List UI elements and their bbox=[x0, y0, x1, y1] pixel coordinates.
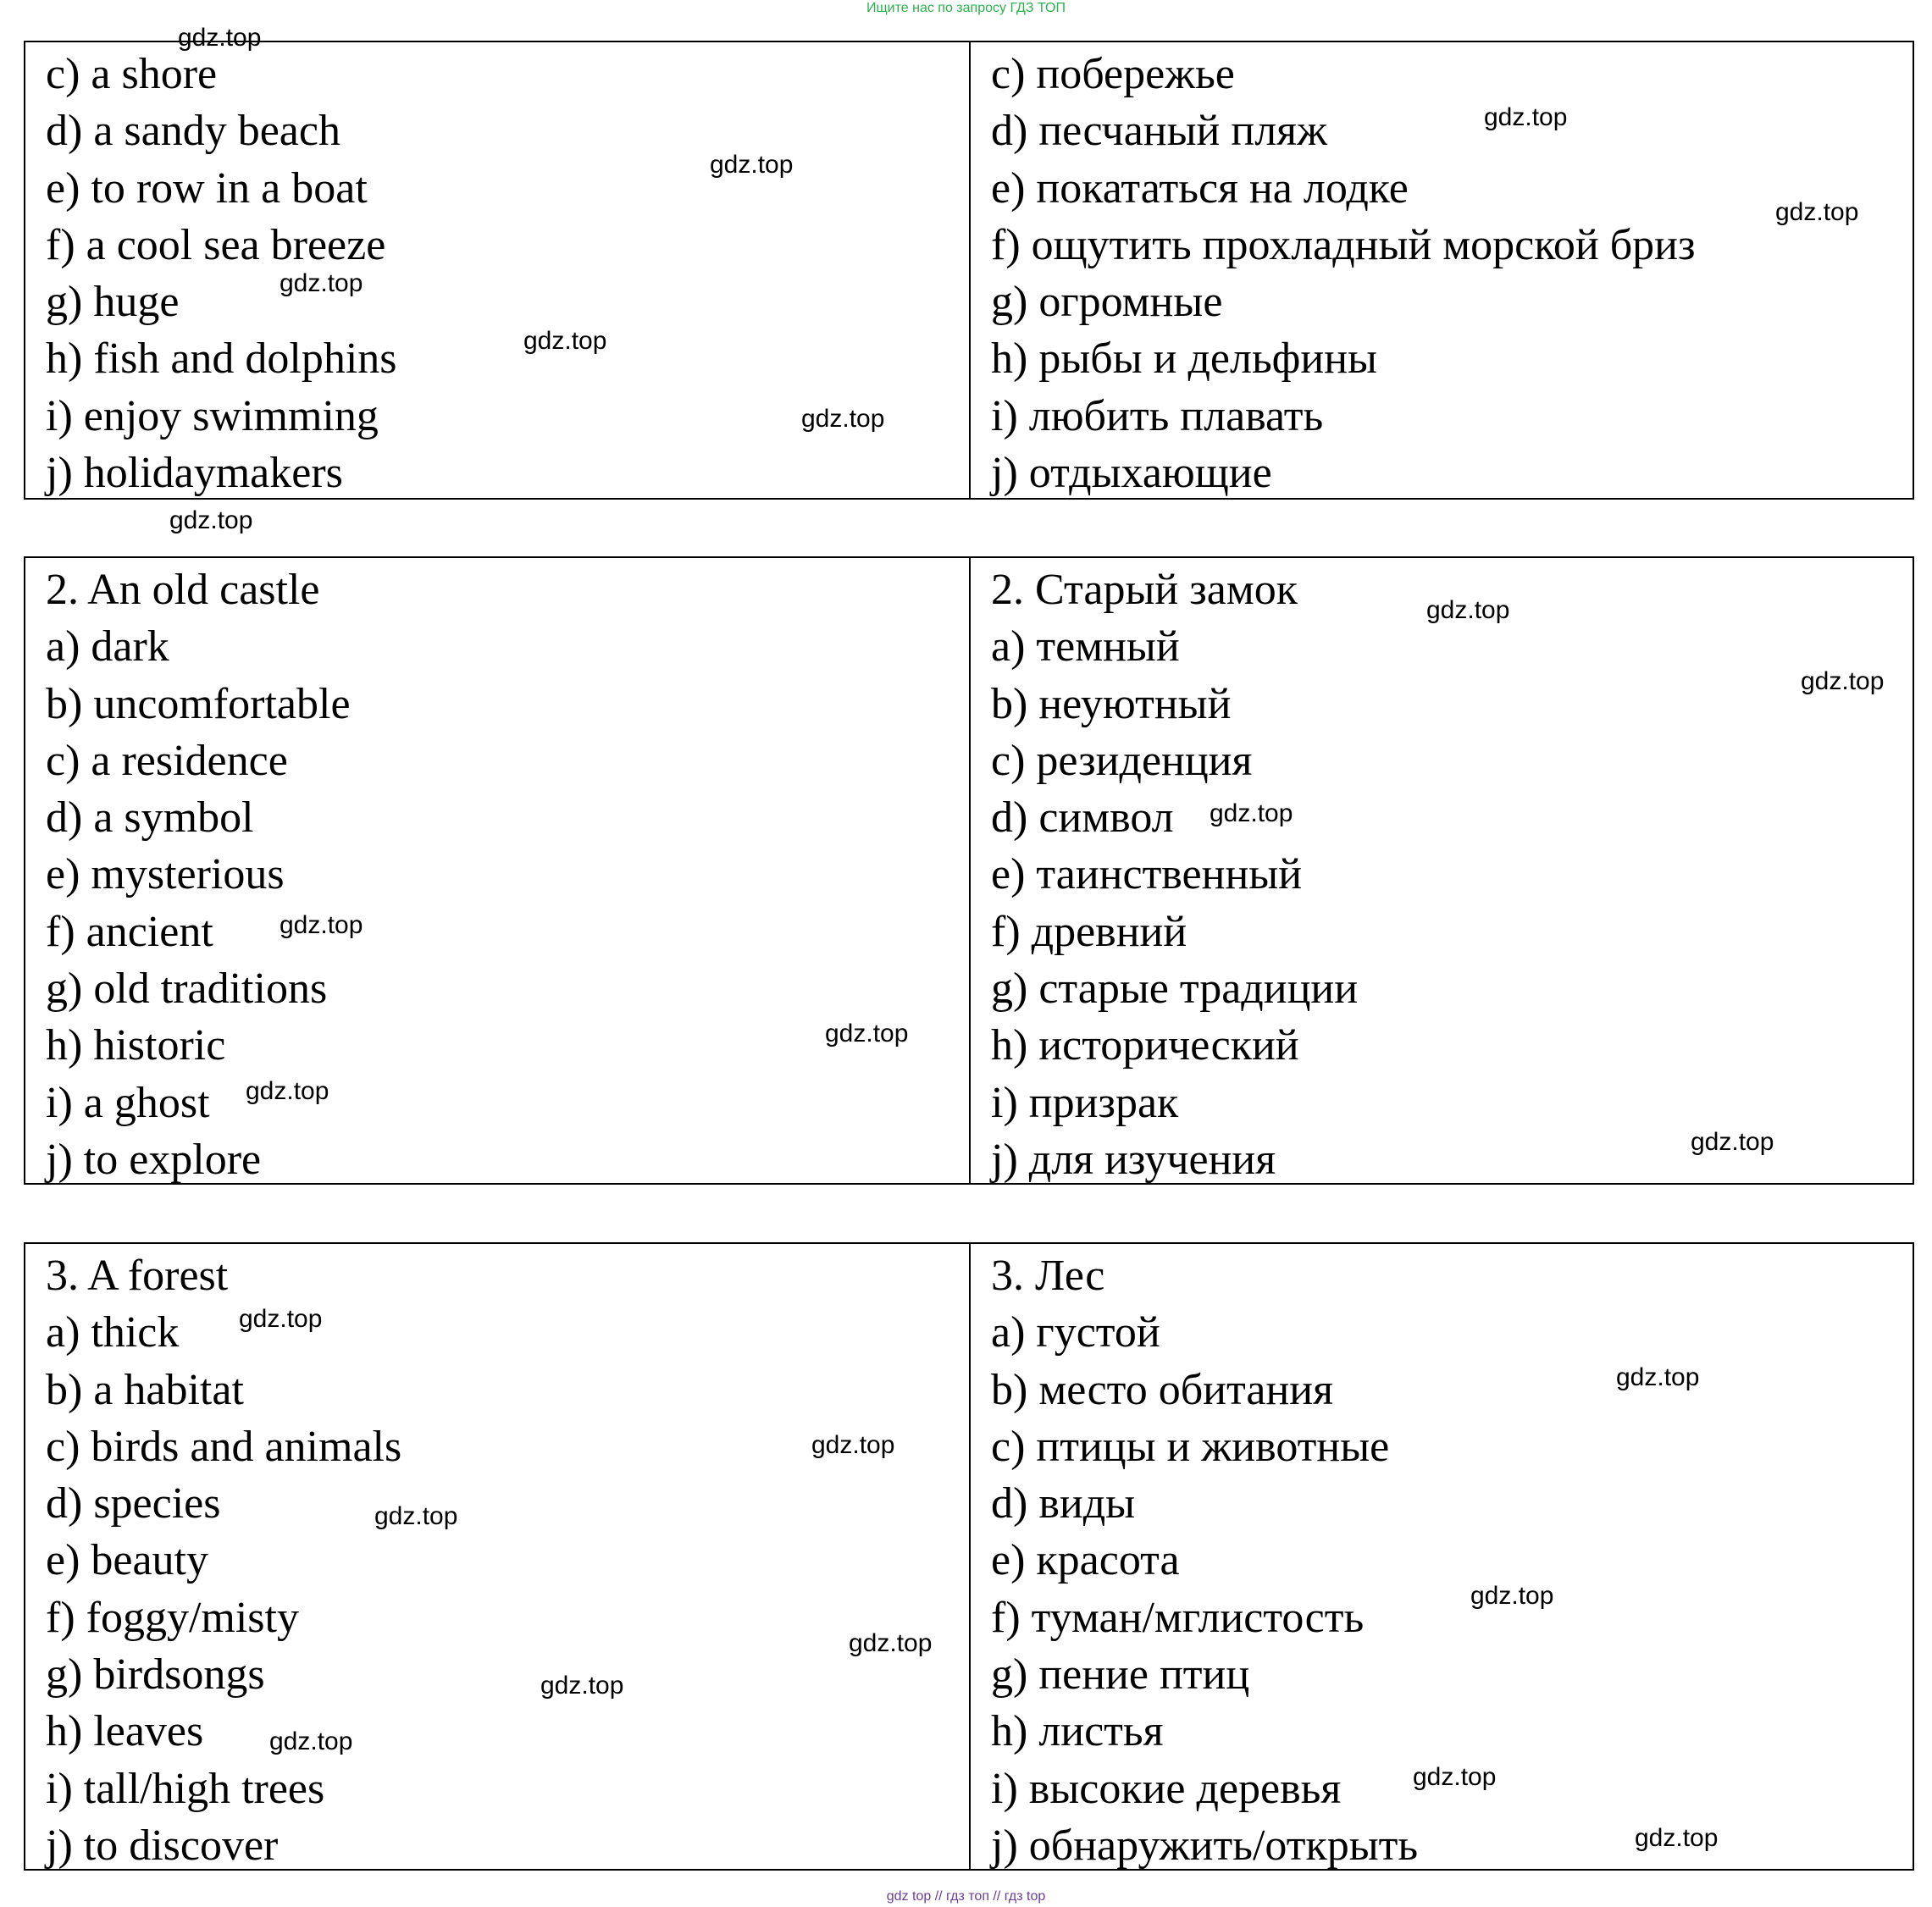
vocab-table-3 bbox=[24, 1242, 1914, 1871]
watermark: gdz.top bbox=[374, 1502, 458, 1530]
english-item: d) a sandy beach bbox=[46, 107, 340, 156]
russian-item: h) рыбы и дельфины bbox=[991, 334, 1377, 384]
russian-item: i) призрак bbox=[991, 1078, 1179, 1127]
watermark: gdz.top bbox=[169, 506, 253, 534]
watermark: gdz.top bbox=[280, 911, 363, 939]
russian-item: f) ощутить прохладный морской бриз bbox=[991, 220, 1696, 269]
watermark: gdz.top bbox=[1801, 667, 1885, 695]
english-item: a) thick bbox=[46, 1308, 180, 1357]
russian-item: j) для изучения bbox=[991, 1135, 1276, 1184]
watermark: gdz.top bbox=[1413, 1763, 1497, 1791]
watermark: gdz.top bbox=[1470, 1582, 1554, 1610]
russian-item: f) туман/мглистость bbox=[991, 1593, 1365, 1642]
english-item: d) species bbox=[46, 1479, 221, 1528]
english-item: e) mysterious bbox=[46, 850, 285, 899]
watermark: gdz.top bbox=[1635, 1824, 1719, 1852]
russian-item: b) место обитания bbox=[991, 1365, 1334, 1414]
watermark: gdz.top bbox=[1616, 1363, 1700, 1391]
english-item: i) tall/high trees bbox=[46, 1764, 325, 1813]
russian-column bbox=[971, 558, 1913, 1183]
russian-item: d) песчаный пляж bbox=[991, 107, 1328, 156]
english-item: e) to row in a boat bbox=[46, 163, 368, 213]
section-heading: 2. An old castle bbox=[46, 566, 320, 614]
english-item: i) enjoy swimming bbox=[46, 391, 379, 440]
watermark: gdz.top bbox=[246, 1077, 329, 1105]
russian-item: g) огромные bbox=[991, 278, 1223, 327]
english-item: f) ancient bbox=[46, 907, 213, 956]
russian-item: g) пение птиц bbox=[991, 1650, 1250, 1700]
english-item: j) to explore bbox=[46, 1135, 262, 1184]
english-item: g) huge bbox=[46, 278, 180, 327]
russian-item: c) птицы и животные bbox=[991, 1422, 1390, 1471]
english-column bbox=[25, 558, 971, 1183]
watermark: gdz.top bbox=[801, 405, 885, 433]
english-item: b) a habitat bbox=[46, 1365, 244, 1414]
watermark: gdz.top bbox=[1691, 1128, 1774, 1156]
russian-item: a) густой bbox=[991, 1308, 1160, 1357]
english-item: a) dark bbox=[46, 622, 169, 672]
english-item: h) fish and dolphins bbox=[46, 334, 397, 384]
russian-item: g) старые традиции bbox=[991, 965, 1359, 1014]
english-item: g) old traditions bbox=[46, 965, 328, 1014]
watermark: gdz.top bbox=[1426, 596, 1510, 624]
english-item: c) a residence bbox=[46, 736, 288, 785]
section-heading: 2. Старый замок bbox=[991, 566, 1298, 614]
russian-item: c) побережье bbox=[991, 50, 1235, 98]
russian-item: j) отдыхающие bbox=[991, 449, 1272, 498]
bottom-banner: gdz top // гдз топ // гдз top bbox=[886, 1889, 1046, 1904]
watermark: gdz.top bbox=[540, 1672, 624, 1700]
english-item: g) birdsongs bbox=[46, 1650, 265, 1700]
english-item: h) historic bbox=[46, 1021, 226, 1070]
english-item: b) uncomfortable bbox=[46, 679, 351, 728]
russian-item: d) виды bbox=[991, 1479, 1136, 1528]
russian-item: i) высокие деревья bbox=[991, 1764, 1342, 1813]
watermark: gdz.top bbox=[1210, 799, 1293, 827]
english-item: c) birds and animals bbox=[46, 1422, 402, 1471]
section-heading: 3. Лес bbox=[991, 1252, 1105, 1300]
english-item: d) a symbol bbox=[46, 793, 254, 843]
watermark: gdz.top bbox=[280, 269, 363, 297]
english-item: c) a shore bbox=[46, 50, 218, 98]
english-item: j) to discover bbox=[46, 1821, 279, 1870]
russian-item: d) символ bbox=[991, 793, 1174, 843]
russian-item: h) листья bbox=[991, 1707, 1164, 1756]
watermark: gdz.top bbox=[825, 1020, 909, 1047]
russian-item: i) любить плавать bbox=[991, 391, 1324, 440]
english-item: j) holidaymakers bbox=[46, 449, 343, 498]
watermark: gdz.top bbox=[523, 327, 607, 355]
russian-item: j) обнаружить/открыть bbox=[991, 1821, 1419, 1870]
russian-item: e) таинственный bbox=[991, 850, 1303, 899]
russian-item: h) исторический bbox=[991, 1021, 1299, 1070]
english-item: f) a cool sea breeze bbox=[46, 220, 386, 269]
russian-item: c) резиденция bbox=[991, 736, 1253, 785]
russian-item: f) древний bbox=[991, 907, 1187, 956]
english-item: f) foggy/misty bbox=[46, 1593, 299, 1642]
top-banner: Ищите нас по запросу ГДЗ ТОП bbox=[866, 1, 1066, 15]
watermark: gdz.top bbox=[1484, 103, 1568, 131]
watermark: gdz.top bbox=[269, 1727, 353, 1755]
russian-column bbox=[971, 42, 1913, 498]
russian-item: a) темный bbox=[991, 622, 1180, 672]
watermark: gdz.top bbox=[1775, 198, 1859, 226]
watermark: gdz.top bbox=[849, 1629, 933, 1657]
watermark: gdz.top bbox=[710, 151, 794, 179]
english-item: e) beauty bbox=[46, 1536, 209, 1585]
english-item: h) leaves bbox=[46, 1707, 204, 1756]
russian-item: e) красота bbox=[991, 1536, 1180, 1585]
watermark: gdz.top bbox=[178, 24, 262, 52]
russian-item: b) неуютный bbox=[991, 679, 1232, 728]
section-heading: 3. A forest bbox=[46, 1252, 229, 1300]
english-column bbox=[25, 1244, 971, 1869]
english-item: i) a ghost bbox=[46, 1078, 210, 1127]
watermark: gdz.top bbox=[239, 1305, 323, 1333]
russian-item: e) покататься на лодке bbox=[991, 163, 1409, 213]
watermark: gdz.top bbox=[811, 1431, 895, 1459]
